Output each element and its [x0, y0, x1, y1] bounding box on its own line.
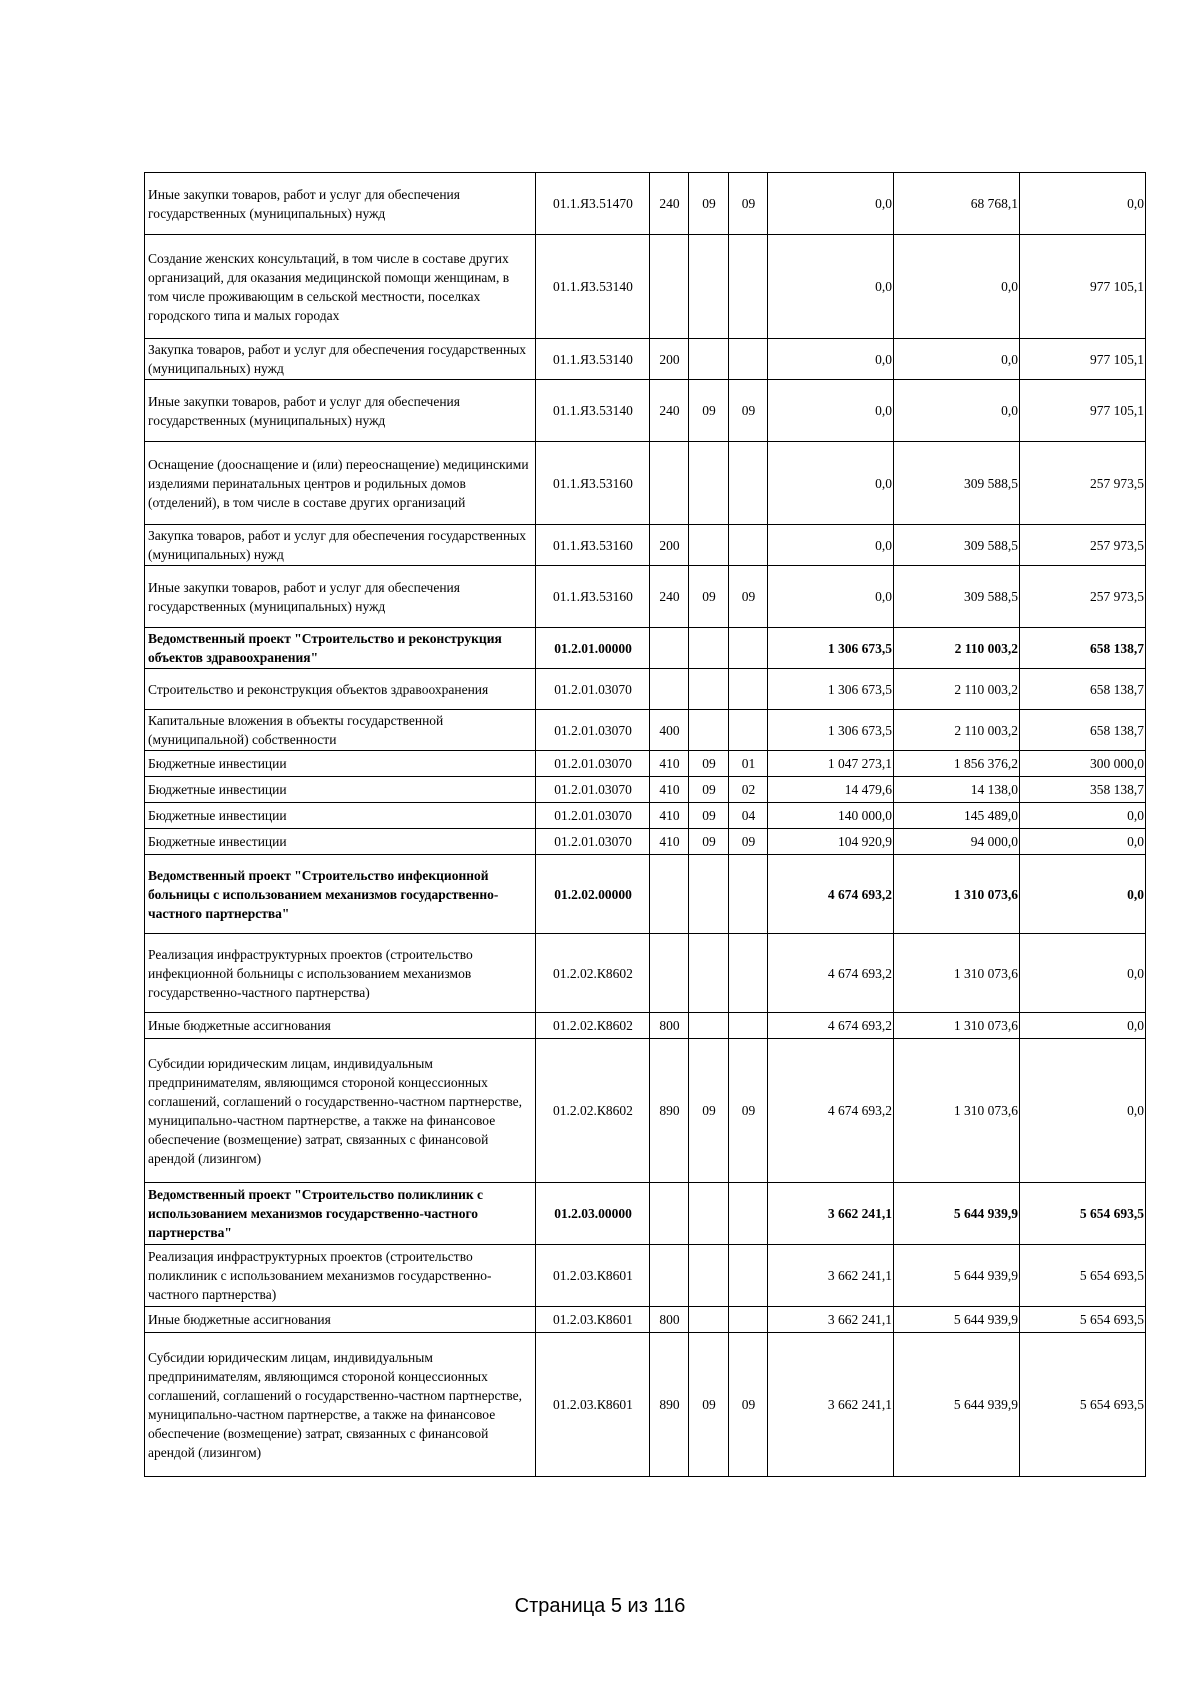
- amount-year-1-cell: 3 662 241,1: [768, 1183, 894, 1245]
- row-name-cell: Субсидии юридическим лицам, индивидуальным предпринимателям, являющимся стороной концессионных соглашений, соглашений о государственно-частном партнерстве, муниципально-частном партнерстве, а также на финансовое обеспечение (возмещение) затрат, связанных с финансовой арендой (лизингом): [145, 1333, 536, 1477]
- row-name-cell: Реализация инфраструктурных проектов (строительство инфекционной больницы с использованием механизмов государственно-частного партнерства): [145, 934, 536, 1013]
- target-article-cell: 01.2.03.К8601: [536, 1307, 650, 1333]
- amount-year-3-cell: 5 654 693,5: [1020, 1183, 1146, 1245]
- subsection-cell: 09: [729, 380, 768, 442]
- expense-type-cell: 410: [650, 829, 689, 855]
- target-article-cell: 01.1.Я3.51470: [536, 173, 650, 235]
- amount-year-1-cell: 140 000,0: [768, 803, 894, 829]
- subsection-cell: 09: [729, 829, 768, 855]
- amount-year-1-cell: 3 662 241,1: [768, 1307, 894, 1333]
- amount-year-1-cell: 4 674 693,2: [768, 855, 894, 934]
- amount-year-1-cell: 0,0: [768, 525, 894, 566]
- row-name-cell: Иные закупки товаров, работ и услуг для обеспечения государственных (муниципальных) нужд: [145, 173, 536, 235]
- expense-type-cell: [650, 442, 689, 525]
- expense-type-cell: 800: [650, 1013, 689, 1039]
- row-name-cell: Иные бюджетные ассигнования: [145, 1307, 536, 1333]
- row-name-cell: Закупка товаров, работ и услуг для обеспечения государственных (муниципальных) нужд: [145, 339, 536, 380]
- table-row: [145, 1183, 1146, 1245]
- target-article-cell: 01.2.01.03070: [536, 777, 650, 803]
- section-cell: 09: [689, 173, 729, 235]
- section-cell: [689, 442, 729, 525]
- expense-type-cell: 890: [650, 1333, 689, 1477]
- section-cell: 09: [689, 566, 729, 628]
- amount-year-2-cell: 309 588,5: [894, 442, 1020, 525]
- table-row: [145, 710, 1146, 751]
- table-row: [145, 235, 1146, 339]
- subsection-cell: [729, 1307, 768, 1333]
- target-article-cell: 01.2.01.03070: [536, 710, 650, 751]
- section-cell: 09: [689, 777, 729, 803]
- subsection-cell: 09: [729, 173, 768, 235]
- section-cell: [689, 1245, 729, 1307]
- row-name-cell: Строительство и реконструкция объектов здравоохранения: [145, 669, 536, 710]
- amount-year-1-cell: 14 479,6: [768, 777, 894, 803]
- table-row: [145, 777, 1146, 803]
- amount-year-2-cell: 145 489,0: [894, 803, 1020, 829]
- expense-type-cell: [650, 855, 689, 934]
- expense-type-cell: 240: [650, 173, 689, 235]
- subsection-cell: 01: [729, 751, 768, 777]
- amount-year-1-cell: 0,0: [768, 339, 894, 380]
- subsection-cell: [729, 669, 768, 710]
- row-name-cell: Капитальные вложения в объекты государственной (муниципальной) собственности: [145, 710, 536, 751]
- row-name-cell: Иные закупки товаров, работ и услуг для обеспечения государственных (муниципальных) нужд: [145, 566, 536, 628]
- expense-type-cell: [650, 235, 689, 339]
- table-row: [145, 1013, 1146, 1039]
- section-cell: 09: [689, 751, 729, 777]
- amount-year-2-cell: 5 644 939,9: [894, 1333, 1020, 1477]
- table-row: [145, 1039, 1146, 1183]
- amount-year-1-cell: 0,0: [768, 235, 894, 339]
- amount-year-3-cell: 0,0: [1020, 855, 1146, 934]
- amount-year-3-cell: 0,0: [1020, 1039, 1146, 1183]
- table-row: [145, 855, 1146, 934]
- subsection-cell: [729, 1183, 768, 1245]
- amount-year-1-cell: 3 662 241,1: [768, 1333, 894, 1477]
- amount-year-2-cell: 94 000,0: [894, 829, 1020, 855]
- section-cell: 09: [689, 380, 729, 442]
- section-cell: [689, 235, 729, 339]
- amount-year-3-cell: 977 105,1: [1020, 235, 1146, 339]
- table-row: [145, 442, 1146, 525]
- amount-year-3-cell: 5 654 693,5: [1020, 1245, 1146, 1307]
- amount-year-2-cell: 309 588,5: [894, 566, 1020, 628]
- row-name-cell: Создание женских консультаций, в том числе в составе других организаций, для оказания медицинской помощи женщинам, в том числе проживающим в сельской местности, поселках городского типа и малых городах: [145, 235, 536, 339]
- amount-year-2-cell: 2 110 003,2: [894, 628, 1020, 669]
- table-row: [145, 628, 1146, 669]
- row-name-cell: Бюджетные инвестиции: [145, 751, 536, 777]
- expense-type-cell: 410: [650, 751, 689, 777]
- amount-year-3-cell: 358 138,7: [1020, 777, 1146, 803]
- table-row: [145, 525, 1146, 566]
- target-article-cell: 01.2.03.00000: [536, 1183, 650, 1245]
- amount-year-3-cell: 0,0: [1020, 1013, 1146, 1039]
- row-name-cell: Оснащение (дооснащение и (или) переоснащение) медицинскими изделиями перинатальных центров и родильных домов (отделений), в том числе в составе других организаций: [145, 442, 536, 525]
- amount-year-1-cell: 1 306 673,5: [768, 710, 894, 751]
- section-cell: [689, 628, 729, 669]
- amount-year-2-cell: 68 768,1: [894, 173, 1020, 235]
- amount-year-1-cell: 0,0: [768, 380, 894, 442]
- expense-type-cell: [650, 1183, 689, 1245]
- subsection-cell: [729, 855, 768, 934]
- expense-type-cell: 800: [650, 1307, 689, 1333]
- amount-year-2-cell: 2 110 003,2: [894, 710, 1020, 751]
- subsection-cell: [729, 1013, 768, 1039]
- section-cell: 09: [689, 803, 729, 829]
- amount-year-3-cell: 5 654 693,5: [1020, 1333, 1146, 1477]
- expense-type-cell: 410: [650, 777, 689, 803]
- subsection-cell: 09: [729, 566, 768, 628]
- amount-year-2-cell: 0,0: [894, 380, 1020, 442]
- expense-type-cell: [650, 628, 689, 669]
- amount-year-3-cell: 5 654 693,5: [1020, 1307, 1146, 1333]
- target-article-cell: 01.2.03.К8601: [536, 1333, 650, 1477]
- section-cell: [689, 525, 729, 566]
- subsection-cell: [729, 235, 768, 339]
- target-article-cell: 01.2.01.03070: [536, 751, 650, 777]
- section-cell: 09: [689, 1333, 729, 1477]
- expense-type-cell: [650, 934, 689, 1013]
- subsection-cell: [729, 710, 768, 751]
- expense-type-cell: 240: [650, 380, 689, 442]
- table-row: [145, 803, 1146, 829]
- target-article-cell: 01.1.Я3.53160: [536, 525, 650, 566]
- amount-year-2-cell: 1 310 073,6: [894, 934, 1020, 1013]
- amount-year-2-cell: 309 588,5: [894, 525, 1020, 566]
- target-article-cell: 01.2.01.03070: [536, 803, 650, 829]
- expense-type-cell: [650, 669, 689, 710]
- amount-year-3-cell: 0,0: [1020, 829, 1146, 855]
- target-article-cell: 01.1.Я3.53140: [536, 235, 650, 339]
- amount-year-2-cell: 14 138,0: [894, 777, 1020, 803]
- section-cell: [689, 710, 729, 751]
- section-cell: 09: [689, 829, 729, 855]
- amount-year-1-cell: 1 306 673,5: [768, 669, 894, 710]
- amount-year-3-cell: 257 973,5: [1020, 525, 1146, 566]
- target-article-cell: 01.1.Я3.53160: [536, 442, 650, 525]
- amount-year-1-cell: 0,0: [768, 442, 894, 525]
- target-article-cell: 01.2.01.00000: [536, 628, 650, 669]
- row-name-cell: Реализация инфраструктурных проектов (строительство поликлиник с использованием механизмов государственно-частного партнерства): [145, 1245, 536, 1307]
- expense-type-cell: 410: [650, 803, 689, 829]
- table-row: [145, 339, 1146, 380]
- table-row: [145, 1333, 1146, 1477]
- amount-year-2-cell: 0,0: [894, 339, 1020, 380]
- amount-year-2-cell: 1 310 073,6: [894, 855, 1020, 934]
- subsection-cell: [729, 934, 768, 1013]
- amount-year-3-cell: 257 973,5: [1020, 442, 1146, 525]
- row-name-cell: Субсидии юридическим лицам, индивидуальным предпринимателям, являющимся стороной концессионных соглашений, соглашений о государственно-частном партнерстве, муниципально-частном партнерстве, а также на финансовое обеспечение (возмещение) затрат, связанных с финансовой арендой (лизингом): [145, 1039, 536, 1183]
- table-row: [145, 566, 1146, 628]
- section-cell: [689, 669, 729, 710]
- target-article-cell: 01.1.Я3.53160: [536, 566, 650, 628]
- table-row: [145, 1307, 1146, 1333]
- amount-year-2-cell: 1 310 073,6: [894, 1013, 1020, 1039]
- section-cell: [689, 339, 729, 380]
- amount-year-1-cell: 4 674 693,2: [768, 1013, 894, 1039]
- amount-year-2-cell: 5 644 939,9: [894, 1307, 1020, 1333]
- amount-year-3-cell: 658 138,7: [1020, 628, 1146, 669]
- target-article-cell: 01.1.Я3.53140: [536, 339, 650, 380]
- expense-type-cell: 200: [650, 525, 689, 566]
- section-cell: [689, 1013, 729, 1039]
- table-row: [145, 934, 1146, 1013]
- target-article-cell: 01.2.02.К8602: [536, 1039, 650, 1183]
- amount-year-1-cell: 104 920,9: [768, 829, 894, 855]
- subsection-cell: 02: [729, 777, 768, 803]
- row-name-cell: Закупка товаров, работ и услуг для обеспечения государственных (муниципальных) нужд: [145, 525, 536, 566]
- row-name-cell: Ведомственный проект "Строительство инфекционной больницы с использованием механизмов государственно-частного партнерства": [145, 855, 536, 934]
- expense-type-cell: 400: [650, 710, 689, 751]
- section-cell: [689, 1183, 729, 1245]
- amount-year-3-cell: 300 000,0: [1020, 751, 1146, 777]
- amount-year-3-cell: 257 973,5: [1020, 566, 1146, 628]
- amount-year-2-cell: 1 856 376,2: [894, 751, 1020, 777]
- target-article-cell: 01.2.01.03070: [536, 669, 650, 710]
- amount-year-2-cell: 0,0: [894, 235, 1020, 339]
- amount-year-3-cell: 0,0: [1020, 173, 1146, 235]
- subsection-cell: [729, 628, 768, 669]
- row-name-cell: Иные закупки товаров, работ и услуг для обеспечения государственных (муниципальных) нужд: [145, 380, 536, 442]
- amount-year-1-cell: 0,0: [768, 566, 894, 628]
- subsection-cell: [729, 525, 768, 566]
- amount-year-1-cell: 0,0: [768, 173, 894, 235]
- subsection-cell: [729, 1245, 768, 1307]
- budget-table: [144, 172, 1146, 1477]
- expense-type-cell: 240: [650, 566, 689, 628]
- section-cell: [689, 1307, 729, 1333]
- amount-year-1-cell: 3 662 241,1: [768, 1245, 894, 1307]
- table-row: [145, 669, 1146, 710]
- amount-year-1-cell: 1 047 273,1: [768, 751, 894, 777]
- row-name-cell: Ведомственный проект "Строительство поликлиник с использованием механизмов государственно-частного партнерства": [145, 1183, 536, 1245]
- section-cell: [689, 855, 729, 934]
- table-row: [145, 380, 1146, 442]
- section-cell: [689, 934, 729, 1013]
- amount-year-3-cell: 0,0: [1020, 803, 1146, 829]
- amount-year-3-cell: 977 105,1: [1020, 339, 1146, 380]
- amount-year-1-cell: 1 306 673,5: [768, 628, 894, 669]
- row-name-cell: Бюджетные инвестиции: [145, 829, 536, 855]
- amount-year-2-cell: 5 644 939,9: [894, 1183, 1020, 1245]
- row-name-cell: Бюджетные инвестиции: [145, 777, 536, 803]
- amount-year-1-cell: 4 674 693,2: [768, 934, 894, 1013]
- expense-type-cell: 200: [650, 339, 689, 380]
- expense-type-cell: [650, 1245, 689, 1307]
- amount-year-3-cell: 977 105,1: [1020, 380, 1146, 442]
- amount-year-3-cell: 658 138,7: [1020, 710, 1146, 751]
- amount-year-3-cell: 0,0: [1020, 934, 1146, 1013]
- table-row: [145, 829, 1146, 855]
- target-article-cell: 01.2.03.К8601: [536, 1245, 650, 1307]
- table-row: [145, 751, 1146, 777]
- row-name-cell: Иные бюджетные ассигнования: [145, 1013, 536, 1039]
- section-cell: 09: [689, 1039, 729, 1183]
- amount-year-3-cell: 658 138,7: [1020, 669, 1146, 710]
- row-name-cell: Ведомственный проект "Строительство и реконструкция объектов здравоохранения": [145, 628, 536, 669]
- amount-year-1-cell: 4 674 693,2: [768, 1039, 894, 1183]
- amount-year-2-cell: 2 110 003,2: [894, 669, 1020, 710]
- expense-type-cell: 890: [650, 1039, 689, 1183]
- target-article-cell: 01.2.02.00000: [536, 855, 650, 934]
- amount-year-2-cell: 1 310 073,6: [894, 1039, 1020, 1183]
- table-row: [145, 173, 1146, 235]
- table-row: [145, 1245, 1146, 1307]
- page-number: Страница 5 из 116: [514, 1595, 686, 1617]
- target-article-cell: 01.2.02.К8602: [536, 934, 650, 1013]
- target-article-cell: 01.1.Я3.53140: [536, 380, 650, 442]
- target-article-cell: 01.2.01.03070: [536, 829, 650, 855]
- subsection-cell: 04: [729, 803, 768, 829]
- subsection-cell: [729, 442, 768, 525]
- row-name-cell: Бюджетные инвестиции: [145, 803, 536, 829]
- table-body: [145, 173, 1146, 1477]
- subsection-cell: [729, 339, 768, 380]
- subsection-cell: 09: [729, 1039, 768, 1183]
- target-article-cell: 01.2.02.К8602: [536, 1013, 650, 1039]
- amount-year-2-cell: 5 644 939,9: [894, 1245, 1020, 1307]
- subsection-cell: 09: [729, 1333, 768, 1477]
